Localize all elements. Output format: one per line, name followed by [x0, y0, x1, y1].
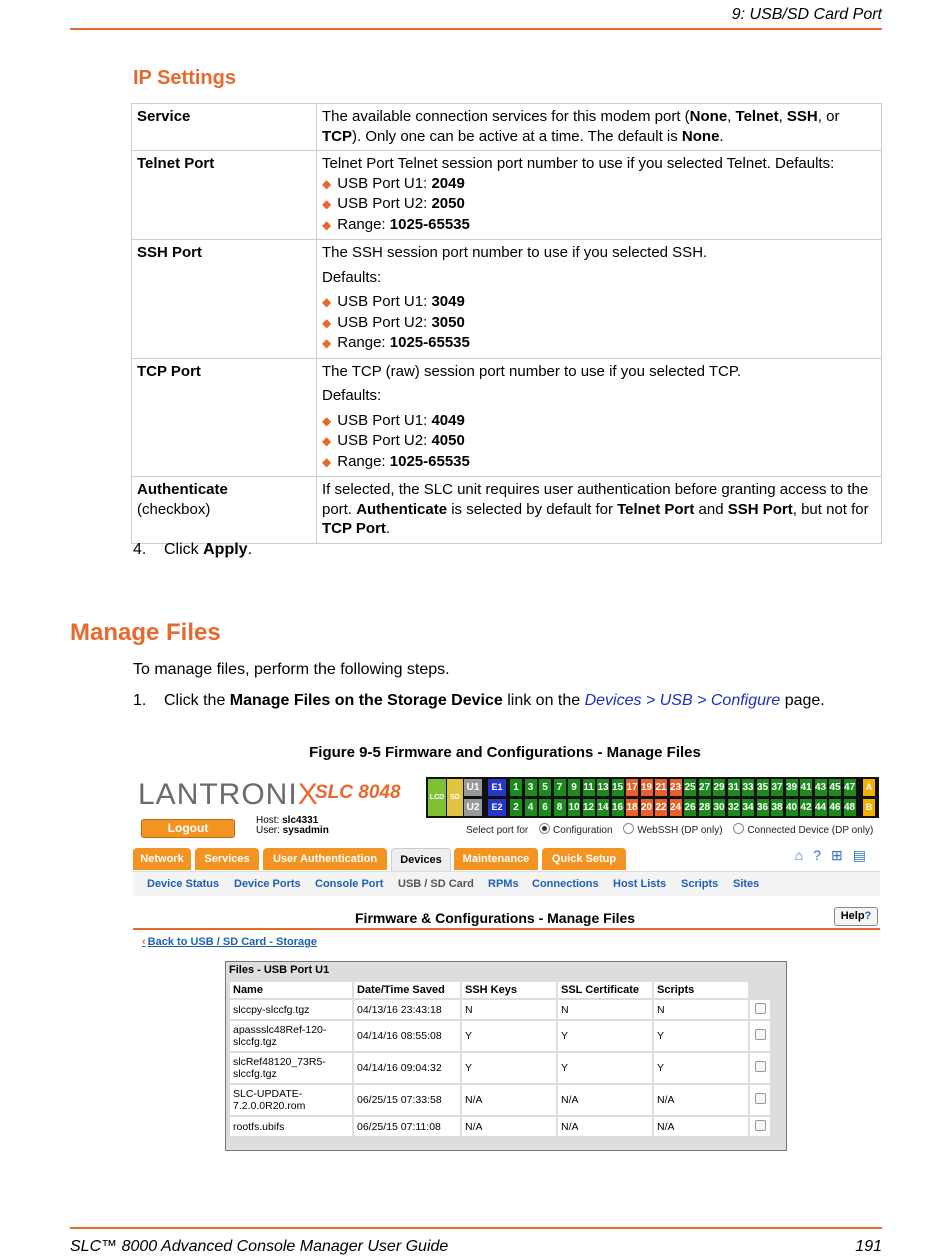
table-cell: 06/25/15 07:11:08 [354, 1117, 460, 1136]
device-port[interactable]: 38 [771, 799, 783, 816]
intro-text: To manage files, perform the following steps. [133, 661, 450, 678]
device-port[interactable]: 47 [844, 779, 856, 796]
device-port[interactable]: 34 [742, 799, 754, 816]
header-rule [70, 28, 882, 30]
list-item: ◆ USB Port U2: 2050 [322, 195, 465, 212]
device-port[interactable]: 1 [510, 779, 522, 796]
device-port[interactable]: 46 [829, 799, 841, 816]
tab-devices[interactable]: Devices [391, 848, 451, 871]
device-port[interactable]: 2 [510, 799, 522, 816]
table-row [230, 1000, 770, 1019]
files-panel [225, 961, 787, 1151]
row-label: TCP Port [132, 358, 317, 477]
row-checkbox[interactable] [755, 1093, 766, 1104]
step-4: 4. Click Apply. [133, 541, 253, 558]
diamond-bullet-icon: ◆ [322, 413, 332, 428]
notepad-icon[interactable]: ▤ [852, 847, 876, 863]
device-port[interactable]: 23 [670, 779, 682, 796]
diamond-bullet-icon: ◆ [322, 197, 332, 211]
device-port[interactable]: 35 [757, 779, 769, 796]
manage-files-heading: Manage Files [70, 619, 221, 646]
device-port[interactable]: 22 [655, 799, 667, 816]
page-title: Firmware & Configurations - Manage Files [355, 910, 636, 926]
subnav-scripts[interactable]: Scripts [681, 878, 719, 890]
diamond-bullet-icon: ◆ [322, 217, 332, 232]
device-port[interactable]: 31 [728, 779, 740, 796]
table-cell: 04/13/16 23:43:18 [354, 1000, 460, 1019]
table-row [230, 1085, 770, 1115]
manage-files-screenshot [133, 772, 880, 1152]
webssh-radio[interactable] [623, 823, 634, 834]
list-item: ◆ USB Port U1: 2049 [322, 174, 465, 192]
table-row [132, 104, 882, 151]
device-port[interactable]: 11 [583, 779, 595, 796]
table-row [132, 240, 882, 359]
row-description: The available connection services for this modem port (None, Telnet, SSH, or TCP). Only one can be active at a time. The default is None. [317, 104, 882, 151]
device-port[interactable]: 28 [699, 799, 711, 816]
tab-user-authentication[interactable]: User Authentication [263, 848, 387, 870]
device-port[interactable]: 5 [539, 779, 551, 796]
tab-services[interactable]: Services [195, 848, 259, 870]
row-label: SSH Port [132, 240, 317, 359]
diamond-bullet-icon: ◆ [322, 315, 332, 330]
device-port[interactable]: 48 [844, 799, 856, 816]
table-cell: 06/25/15 07:33:58 [354, 1085, 460, 1115]
table-cell: N/A [654, 1085, 748, 1115]
table-cell: Y [462, 1053, 556, 1083]
list-item: ◆ USB Port U2: 4050 [322, 432, 465, 449]
device-port[interactable]: 18 [626, 799, 638, 816]
device-port[interactable]: 10 [568, 799, 580, 816]
row-checkbox[interactable] [755, 1029, 766, 1040]
list-item: ◆ Range: 1025-65535 [322, 215, 470, 233]
home-icon[interactable]: ⌂ [794, 847, 814, 863]
table-cell: rootfs.ubifs [230, 1117, 352, 1136]
col-ssl-cert: SSL Certificate [558, 982, 652, 998]
table-cell: N/A [558, 1085, 652, 1115]
row-description: The SSH session port number to use if you selected SSH. Defaults: ◆ USB Port U1: 3049 ◆ USB Port U2: 3050 ◆ Range: 1025-65535 [317, 240, 882, 359]
device-port[interactable]: 32 [728, 799, 740, 816]
device-port[interactable]: 41 [800, 779, 812, 796]
configuration-radio[interactable] [539, 823, 550, 834]
device-port[interactable]: 39 [786, 779, 798, 796]
table-cell: N [654, 1000, 748, 1019]
table-cell: slccpy-slccfg.tgz [230, 1000, 352, 1019]
device-port[interactable]: 45 [829, 779, 841, 796]
row-label: Service [132, 104, 317, 151]
host-user-info: Host: slc4331 User: sysadmin [256, 815, 329, 836]
subnav-device-ports[interactable]: Device Ports [234, 878, 301, 890]
device-port[interactable]: 29 [713, 779, 725, 796]
table-cell: N/A [654, 1117, 748, 1136]
list-item: ◆ USB Port U1: 3049 [322, 293, 465, 310]
ethernet-port-e1[interactable]: E1 [488, 779, 506, 796]
figure-caption: Figure 9-5 Firmware and Configurations - Manage Files [309, 744, 701, 761]
row-checkbox[interactable] [755, 1120, 766, 1131]
device-port[interactable]: 17 [626, 779, 638, 796]
chevron-left-icon: ‹ [142, 936, 146, 948]
title-rule [133, 928, 880, 930]
table-row [230, 1053, 770, 1083]
subnav-device-status[interactable]: Device Status [147, 878, 220, 890]
toolbar-icons [795, 847, 876, 864]
subnav-console-port[interactable]: Console Port [315, 878, 384, 890]
ip-settings-heading: IP Settings [133, 67, 236, 89]
step-1: 1. Click the Manage Files on the Storage Device link on the Devices > USB > Configure page. [133, 692, 825, 709]
ethernet-port-e2[interactable]: E2 [488, 799, 506, 816]
table-cell: N/A [558, 1117, 652, 1136]
table-header-row [230, 982, 770, 998]
col-scripts: Scripts [654, 982, 748, 998]
port-status-panel [426, 777, 879, 818]
files-table [228, 980, 772, 1138]
diamond-bullet-icon: ◆ [322, 295, 332, 309]
diamond-bullet-icon: ◆ [322, 434, 332, 448]
device-port[interactable]: 8 [554, 799, 566, 816]
device-port[interactable]: 16 [612, 799, 624, 816]
device-port[interactable]: 40 [786, 799, 798, 816]
subnav-sites[interactable]: Sites [733, 878, 760, 890]
port-a[interactable]: A [863, 779, 875, 796]
device-port[interactable]: 12 [583, 799, 595, 816]
table-cell: Y [558, 1053, 652, 1083]
table-cell: Y [462, 1021, 556, 1051]
diamond-bullet-icon: ◆ [322, 454, 332, 469]
table-row [132, 358, 882, 477]
footer-rule [70, 1227, 882, 1229]
port-b[interactable]: B [863, 799, 875, 816]
device-port[interactable]: 13 [597, 779, 609, 796]
device-port[interactable]: 15 [612, 779, 624, 796]
lcd-indicator[interactable]: LCD [428, 779, 446, 816]
diamond-bullet-icon: ◆ [322, 336, 332, 350]
help-icon[interactable]: ? [813, 847, 832, 863]
device-port[interactable]: 6 [539, 799, 551, 816]
subnav-usb-sd-card[interactable]: USB / SD Card [398, 878, 474, 890]
device-port[interactable]: 26 [684, 799, 696, 816]
page-header-chapter: 9: USB/SD Card Port [731, 6, 882, 23]
table-cell: 04/14/16 08:55:08 [354, 1021, 460, 1051]
diamond-bullet-icon: ◆ [322, 176, 332, 191]
list-item: ◆ Range: 1025-65535 [322, 334, 470, 351]
device-port[interactable]: 25 [684, 779, 696, 796]
row-label: Authenticate (checkbox) [132, 477, 317, 544]
device-port[interactable]: 37 [771, 779, 783, 796]
device-port[interactable]: 4 [525, 799, 537, 816]
table-cell: Y [558, 1021, 652, 1051]
back-link[interactable]: ‹ Back to USB / SD Card - Storage [142, 936, 317, 948]
table-cell: N/A [462, 1117, 556, 1136]
table-cell: N [462, 1000, 556, 1019]
table-cell: 04/14/16 09:04:32 [354, 1053, 460, 1083]
usb-port-u2[interactable]: U2 [464, 799, 482, 816]
help-icon: ? [864, 910, 872, 922]
device-port[interactable]: 43 [815, 779, 827, 796]
help-button[interactable]: Help? [834, 907, 878, 926]
table-cell: Y [654, 1053, 748, 1083]
device-port[interactable]: 42 [800, 799, 812, 816]
ip-settings-table [131, 103, 882, 544]
page-number: 191 [855, 1238, 882, 1255]
table-cell: apassslc48Ref-120-slccfg.tgz [230, 1021, 352, 1051]
tab-maintenance[interactable]: Maintenance [454, 848, 538, 870]
table-row [132, 477, 882, 544]
device-port[interactable]: 20 [641, 799, 653, 816]
device-subnav [133, 871, 880, 896]
logout-button[interactable]: Logout [141, 819, 235, 838]
table-cell: Y [654, 1021, 748, 1051]
sitemap-icon[interactable]: ⊞ [831, 847, 853, 863]
col-date: Date/Time Saved [354, 982, 460, 998]
table-cell: SLC-UPDATE-7.2.0.0R20.rom [230, 1085, 352, 1115]
row-label: Telnet Port [132, 151, 317, 240]
tab-network[interactable]: Network [133, 848, 191, 870]
list-item: ◆ USB Port U1: 4049 [322, 411, 465, 429]
table-cell: N [558, 1000, 652, 1019]
connected-device-radio[interactable] [733, 823, 744, 834]
device-port[interactable]: 19 [641, 779, 653, 796]
col-ssh-keys: SSH Keys [462, 982, 556, 998]
sd-indicator[interactable]: SD [447, 779, 463, 816]
device-port[interactable]: 7 [554, 779, 566, 796]
device-port[interactable]: 36 [757, 799, 769, 816]
device-port[interactable]: 30 [713, 799, 725, 816]
table-row [230, 1117, 770, 1136]
devices-usb-configure-link[interactable]: Devices > USB > Configure [584, 692, 781, 709]
footer-title: SLC™ 8000 Advanced Console Manager User Guide [70, 1238, 449, 1255]
device-port[interactable]: 33 [742, 779, 754, 796]
table-row [132, 151, 882, 240]
lantronix-logo: LANTRONIX [138, 778, 319, 811]
row-description: Telnet Port Telnet session port number to use if you selected Telnet. Defaults: ◆ USB Port U1: 2049 ◆ USB Port U2: 2050 ◆ Range: 1025-65535 [317, 151, 882, 240]
subnav-connections[interactable]: Connections [532, 878, 599, 890]
subnav-host-lists[interactable]: Host Lists [613, 878, 667, 890]
list-item: ◆ Range: 1025-65535 [322, 452, 470, 470]
subnav-rpms[interactable]: RPMs [488, 878, 519, 890]
device-port[interactable]: 21 [655, 779, 667, 796]
row-checkbox[interactable] [755, 1061, 766, 1072]
device-port[interactable]: 14 [597, 799, 609, 816]
table-cell: slcRef48120_73R5-slccfg.tgz [230, 1053, 352, 1083]
row-description: If selected, the SLC unit requires user authentication before granting access to the port. Authenticate is selected by default for Telnet Port and SSH Port, but not for TCP Port. [317, 477, 882, 544]
select-port-options: Select port for Configuration WebSSH (DP only) Connected Device (DP only) [466, 825, 874, 836]
tab-quick-setup[interactable]: Quick Setup [542, 848, 626, 870]
row-description: The TCP (raw) session port number to use if you selected TCP. Defaults: ◆ USB Port U1: 4049 ◆ USB Port U2: 4050 ◆ Range: 1025-65535 [317, 358, 882, 477]
col-name: Name [230, 982, 352, 998]
device-port[interactable]: 27 [699, 779, 711, 796]
device-port[interactable]: 9 [568, 779, 580, 796]
row-checkbox[interactable] [755, 1003, 766, 1014]
model-name: SLC 8048 [315, 782, 401, 803]
files-title: Files - USB Port U1 [229, 964, 330, 976]
table-cell: N/A [462, 1085, 556, 1115]
device-port[interactable]: 3 [525, 779, 537, 796]
list-item: ◆ USB Port U2: 3050 [322, 313, 465, 331]
table-row [230, 1021, 770, 1051]
usb-port-u1[interactable]: U1 [464, 779, 482, 796]
device-port[interactable]: 24 [670, 799, 682, 816]
device-port[interactable]: 44 [815, 799, 827, 816]
